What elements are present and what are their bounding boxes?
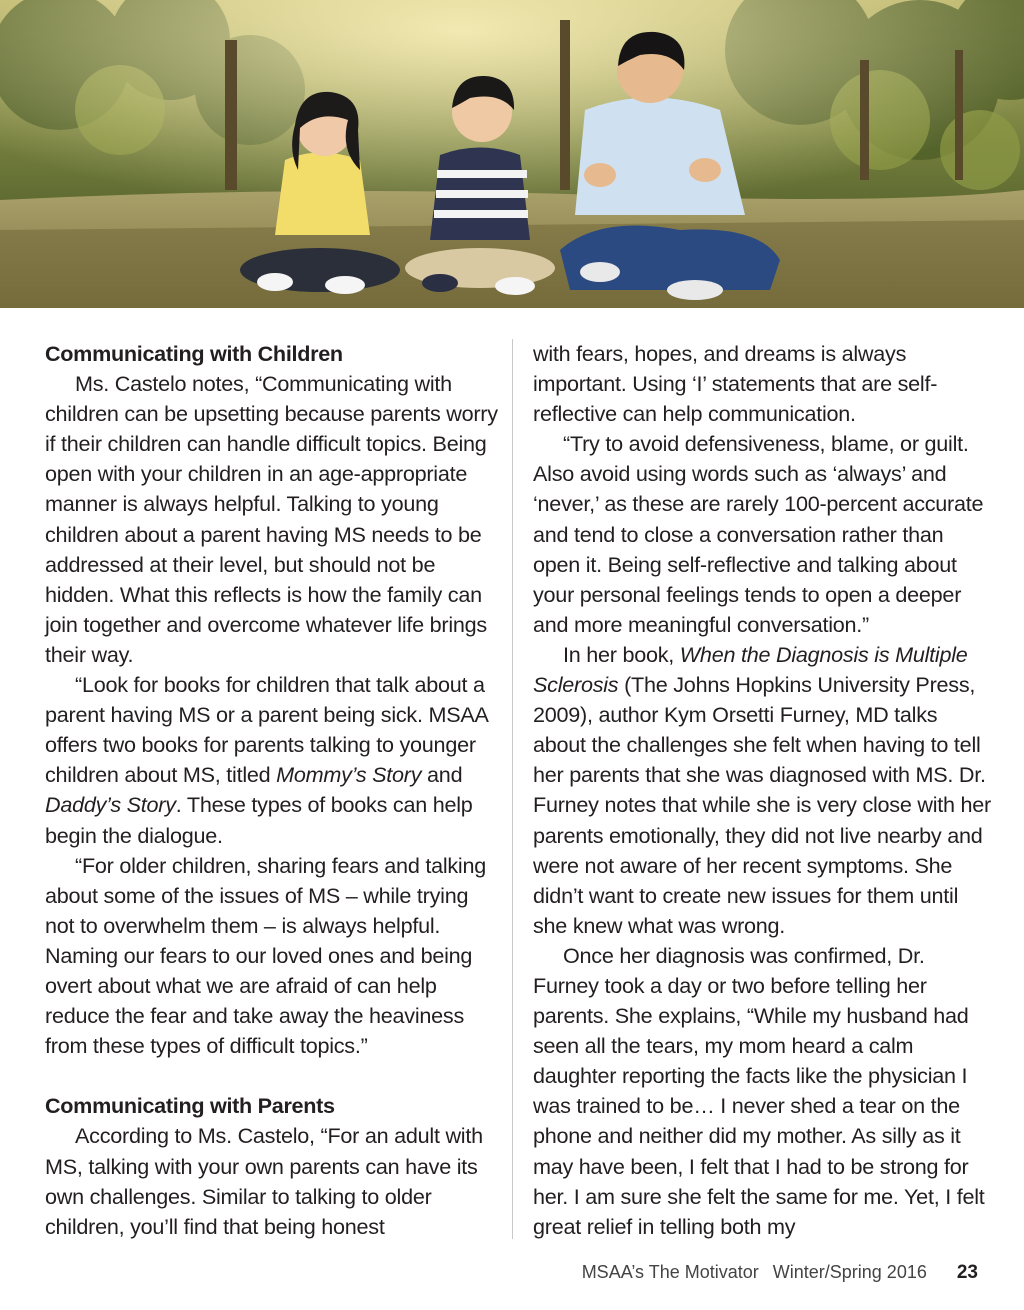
paragraph: “Look for books for children that talk about a parent having MS or a parent being sick. MSAA offers two books for parents talking to younger children about MS, titled Mommy’s Story and Daddy’s Story. These types of books can help begin the dialogue. [45, 672, 488, 848]
page-number: 23 [956, 1262, 978, 1283]
book-title: Daddy’s Story [45, 792, 176, 818]
section-heading-children: Communicating with Children [45, 341, 343, 366]
page-footer [582, 1262, 978, 1284]
section-heading-parents: Communicating with Parents [45, 1093, 335, 1119]
right-column [533, 339, 993, 1242]
paragraph: “For older children, sharing fears and talking about some of the issues of MS – while trying not to overwhelm them – is always helpful. Naming our fears to our loved ones and being overt about what we are afraid of can help reduce the fear and take away the heaviness from these types of difficult topics.” [45, 852, 486, 1059]
book-title: Mommy’s Story [276, 762, 422, 788]
paragraph: Once her diagnosis was confirmed, Dr. Furney took a day or two before telling her parents. She explains, “While my husband had seen all the tears, my mom heard a calm daughter reporting the facts like the physician I was trained to be… I never shed a tear on the phone and neither did my mother. As silly as it may have been, I felt that I had to be strong for her. I am sure she felt the same for me. Yet, I felt great relief in telling both my [533, 942, 985, 1239]
paragraph: In her book, When the Diagnosis is Multiple Sclerosis (The Johns Hopkins University Press, 2009), author Kym Orsetti Furney, MD talks about the challenges she felt when having to tell her parents that she was diagnosed with MS. Dr. Furney notes that while she is very close with her parents emotionally, they did not live nearby and were not aware of her recent symptoms. She didn’t want to create new issues for them until she knew what was wrong. [533, 641, 991, 938]
left-column [45, 339, 500, 1242]
paragraph: According to Ms. Castelo, “For an adult with MS, talking with your own parents can have its own challenges. Similar to talking to older children, you’ll find that being honest [45, 1123, 483, 1239]
paragraph: Ms. Castelo notes, “Communicating with children can be upsetting because parents worry if their children can handle difficult topics. Being open with your children in an age-appropriate manner is always helpful. Talking to young children about a parent having MS needs to be addressed at their level, but should not be hidden. What this reflects is how the family can join together and overcome whatever life brings their way. [45, 371, 498, 667]
paragraph: “Try to avoid defensiveness, blame, or guilt. Also avoid using words such as ‘always’ and ‘never,’ as these are rarely 100-percent accurate and tend to close a conversation rather than open it. Being self-reflective and talking about your personal feelings tends to open a deeper and more meaningful conversation.” [533, 431, 984, 637]
publication-info: MSAA’s The Motivator Winter/Spring 2016 [581, 1262, 927, 1282]
book-title: When the Diagnosis is Multiple Sclerosis [533, 641, 968, 698]
header-photo [0, 0, 1024, 308]
paragraph: with fears, hopes, and dreams is always important. Using ‘I’ statements that are self-reflective can help communication. [533, 341, 938, 427]
column-divider [512, 339, 513, 1239]
spacer [45, 1061, 500, 1091]
